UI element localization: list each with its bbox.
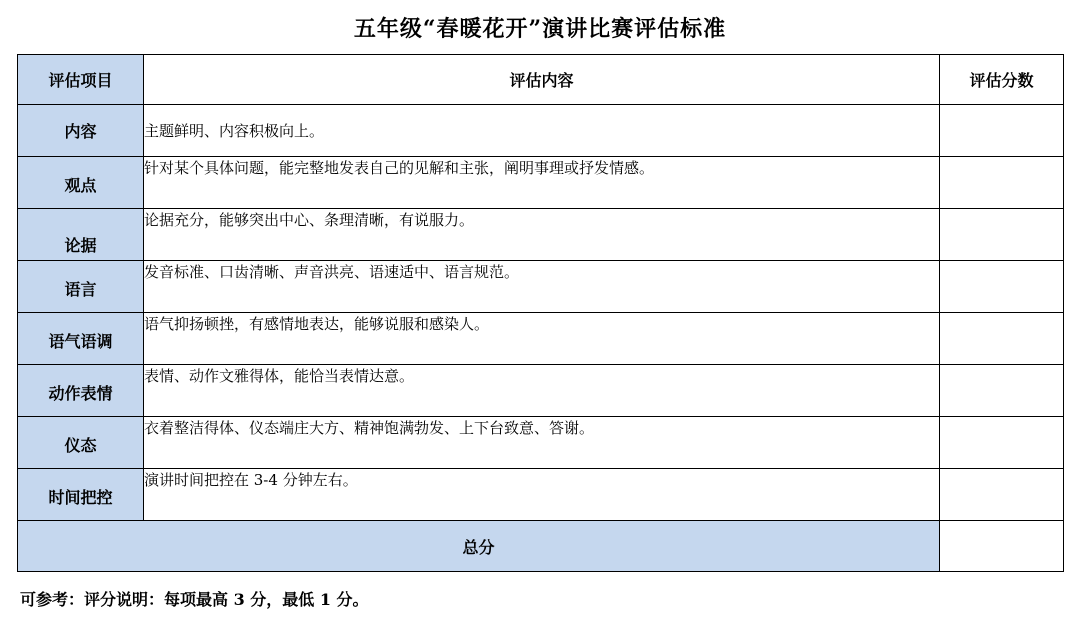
content-cell: 发音标准、口齿清晰、声音洪亮、语速适中、语言规范。: [144, 261, 940, 313]
table-row: [18, 469, 1064, 521]
total-row: [18, 521, 1064, 572]
content-cell: 主题鲜明、内容积极向上。: [144, 105, 940, 157]
item-cell: 语言: [18, 261, 144, 313]
score-cell[interactable]: [940, 469, 1064, 521]
table-row: [18, 417, 1064, 469]
item-cell: 时间把控: [18, 469, 144, 521]
header-content: 评估内容: [144, 55, 940, 105]
content-cell: 论据充分，能够突出中心、条理清晰，有说服力。: [144, 209, 940, 261]
score-cell[interactable]: [940, 417, 1064, 469]
score-cell[interactable]: [940, 157, 1064, 209]
total-label: 总分: [18, 521, 940, 572]
table-row: [18, 261, 1064, 313]
content-cell: 衣着整洁得体、仪态端庄大方、精神饱满勃发、上下台致意、答谢。: [144, 417, 940, 469]
table-row: [18, 105, 1064, 157]
score-cell[interactable]: [940, 365, 1064, 417]
score-cell[interactable]: [940, 209, 1064, 261]
item-cell: 动作表情: [18, 365, 144, 417]
header-score: 评估分数: [940, 55, 1064, 105]
document-title: 五年级“春暖花开”演讲比赛评估标准: [353, 16, 727, 42]
content-cell: 针对某个具体问题，能完整地发表自己的见解和主张，阐明事理或抒发情感。: [144, 157, 940, 209]
scoring-note: 可参考：评分说明：每项最高 3 分，最低 1 分。: [20, 590, 369, 609]
table-header-row: [18, 55, 1064, 105]
evaluation-table: [17, 54, 1064, 572]
item-cell: 语气语调: [18, 313, 144, 365]
table-row: [18, 365, 1064, 417]
content-cell: 演讲时间把控在 3-4 分钟左右。: [144, 469, 940, 521]
item-cell: 仪态: [18, 417, 144, 469]
score-cell[interactable]: [940, 261, 1064, 313]
item-cell: 内容: [18, 105, 144, 157]
score-cell[interactable]: [940, 313, 1064, 365]
header-item: 评估项目: [18, 55, 144, 105]
content-cell: 语气抑扬顿挫，有感情地表达，能够说服和感染人。: [144, 313, 940, 365]
table-row: [18, 209, 1064, 261]
table-row: [18, 313, 1064, 365]
total-score-cell[interactable]: [940, 521, 1064, 572]
item-cell: 观点: [18, 157, 144, 209]
item-cell: 论据: [18, 209, 144, 261]
table-row: [18, 157, 1064, 209]
content-cell: 表情、动作文雅得体，能恰当表情达意。: [144, 365, 940, 417]
score-cell[interactable]: [940, 105, 1064, 157]
